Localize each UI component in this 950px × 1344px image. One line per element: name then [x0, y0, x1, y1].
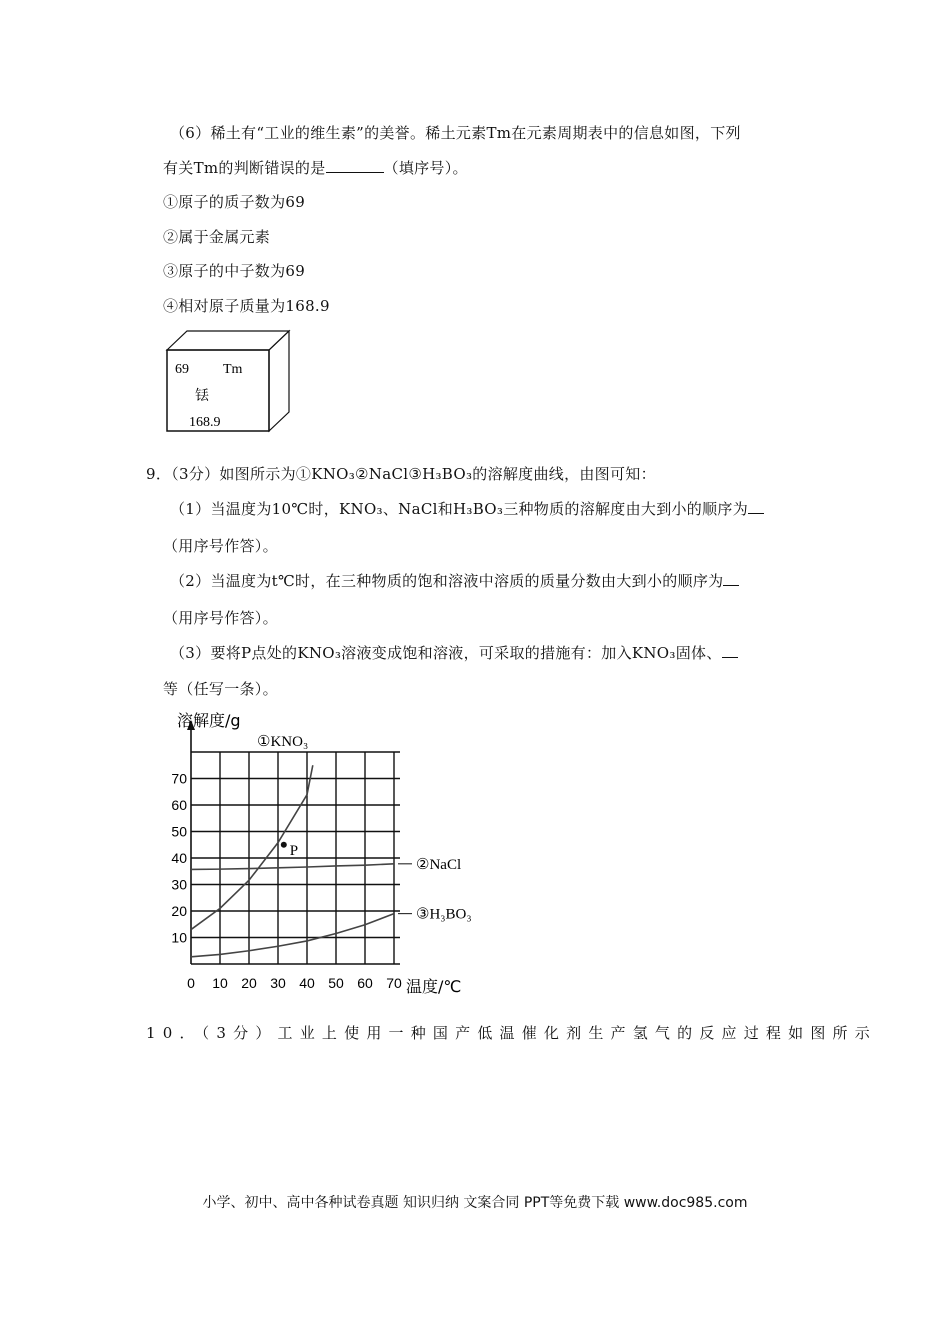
answer-blank — [748, 499, 764, 514]
y-tick-label: 10 — [171, 929, 187, 946]
x-tick-label: 0 — [187, 975, 195, 991]
y-axis-title: 溶解度/g — [177, 711, 241, 730]
q9-p2-line2: （用序号作答）。 — [163, 609, 278, 627]
q9-title: 9．（3分）如图所示为①KNO₃②NaCl③H₃BO₃的溶解度曲线，由图可知： — [146, 465, 656, 483]
q8-6-line2 — [163, 157, 468, 178]
y-tick-label: 40 — [171, 850, 187, 866]
y-tick-label: 60 — [171, 797, 187, 813]
answer-blank — [722, 643, 738, 658]
option-4: ④相对原子质量为168.9 — [163, 297, 330, 315]
q8-6-line2-b: （填序号）。 — [383, 159, 468, 177]
q9-p1-line1 — [170, 498, 764, 519]
cube-top — [167, 331, 289, 350]
x-tick-label: 30 — [270, 975, 286, 991]
x-axis-title: 温度/℃ — [406, 977, 462, 996]
series-line-3 — [191, 914, 394, 957]
q8-6-line1: （6）稀土有“工业的维生素”的美誉。稀土元素Tm在元素周期表中的信息如图，下列 — [170, 124, 741, 142]
element-cell-figure — [163, 328, 293, 434]
x-tick-label: 70 — [386, 975, 402, 991]
y-tick-label: 70 — [171, 770, 187, 787]
page-footer: 小学、初中、高中各种试卷真题 知识归纳 文案合同 PPT等免费下载 www.doc985.com — [202, 1195, 748, 1211]
chart-ticks — [171, 771, 402, 992]
series-label: ①KNO₃ — [257, 734, 309, 750]
series-line-2 — [191, 864, 394, 870]
series-label: ②NaCl — [416, 856, 462, 873]
solubility-chart — [165, 706, 495, 998]
y-tick-label: 20 — [171, 903, 187, 919]
x-tick-label: 10 — [212, 975, 228, 991]
answer-blank — [326, 158, 384, 173]
x-tick-label: 20 — [241, 975, 257, 991]
cube-side — [269, 331, 289, 431]
q9-p1-line2: （用序号作答）。 — [163, 537, 278, 555]
x-tick-label: 60 — [357, 975, 373, 991]
q9-p3-text: （3）要将P点处的KNO₃溶液变成饱和溶液，可采取的措施有：加入KNO₃固体、 — [170, 644, 722, 662]
q9-p3-line1 — [170, 642, 738, 663]
point-p — [281, 842, 287, 848]
q9-p2-text: （2）当温度为t℃时，在三种物质的饱和溶液中溶质的质量分数由大到小的顺序为 — [170, 572, 724, 590]
y-tick-label: 50 — [171, 823, 187, 840]
option-3: ③原子的中子数为69 — [163, 262, 306, 280]
element-name: 铥 — [195, 388, 209, 404]
series-label: ③H₃BO₃ — [416, 906, 472, 923]
q8-6-line2-a: 有关Tm的判断错误的是 — [163, 159, 326, 177]
q9-p2-line1 — [170, 570, 739, 591]
element-mass: 168.9 — [189, 415, 221, 430]
x-tick-label: 40 — [299, 975, 315, 991]
option-2: ②属于金属元素 — [163, 228, 271, 246]
answer-blank — [723, 571, 739, 586]
element-symbol: Tm — [223, 362, 243, 377]
chart-labels — [177, 711, 472, 996]
element-number: 69 — [175, 362, 189, 377]
x-tick-label: 50 — [328, 975, 344, 991]
q10-title: 10．（3分）工业上使用一种国产低温催化剂生产氢气的反应过程如图所示 — [146, 1024, 877, 1042]
point-p-label: P — [289, 842, 299, 859]
chart-series — [191, 765, 412, 957]
y-tick-label: 30 — [171, 876, 187, 893]
option-1: ①原子的质子数为69 — [163, 193, 306, 211]
q9-p1-text: （1）当温度为10℃时，KNO₃、NaCl和H₃BO₃三种物质的溶解度由大到小的顺序为 — [170, 500, 749, 518]
q9-p3-line2: 等（任写一条）。 — [163, 680, 278, 698]
